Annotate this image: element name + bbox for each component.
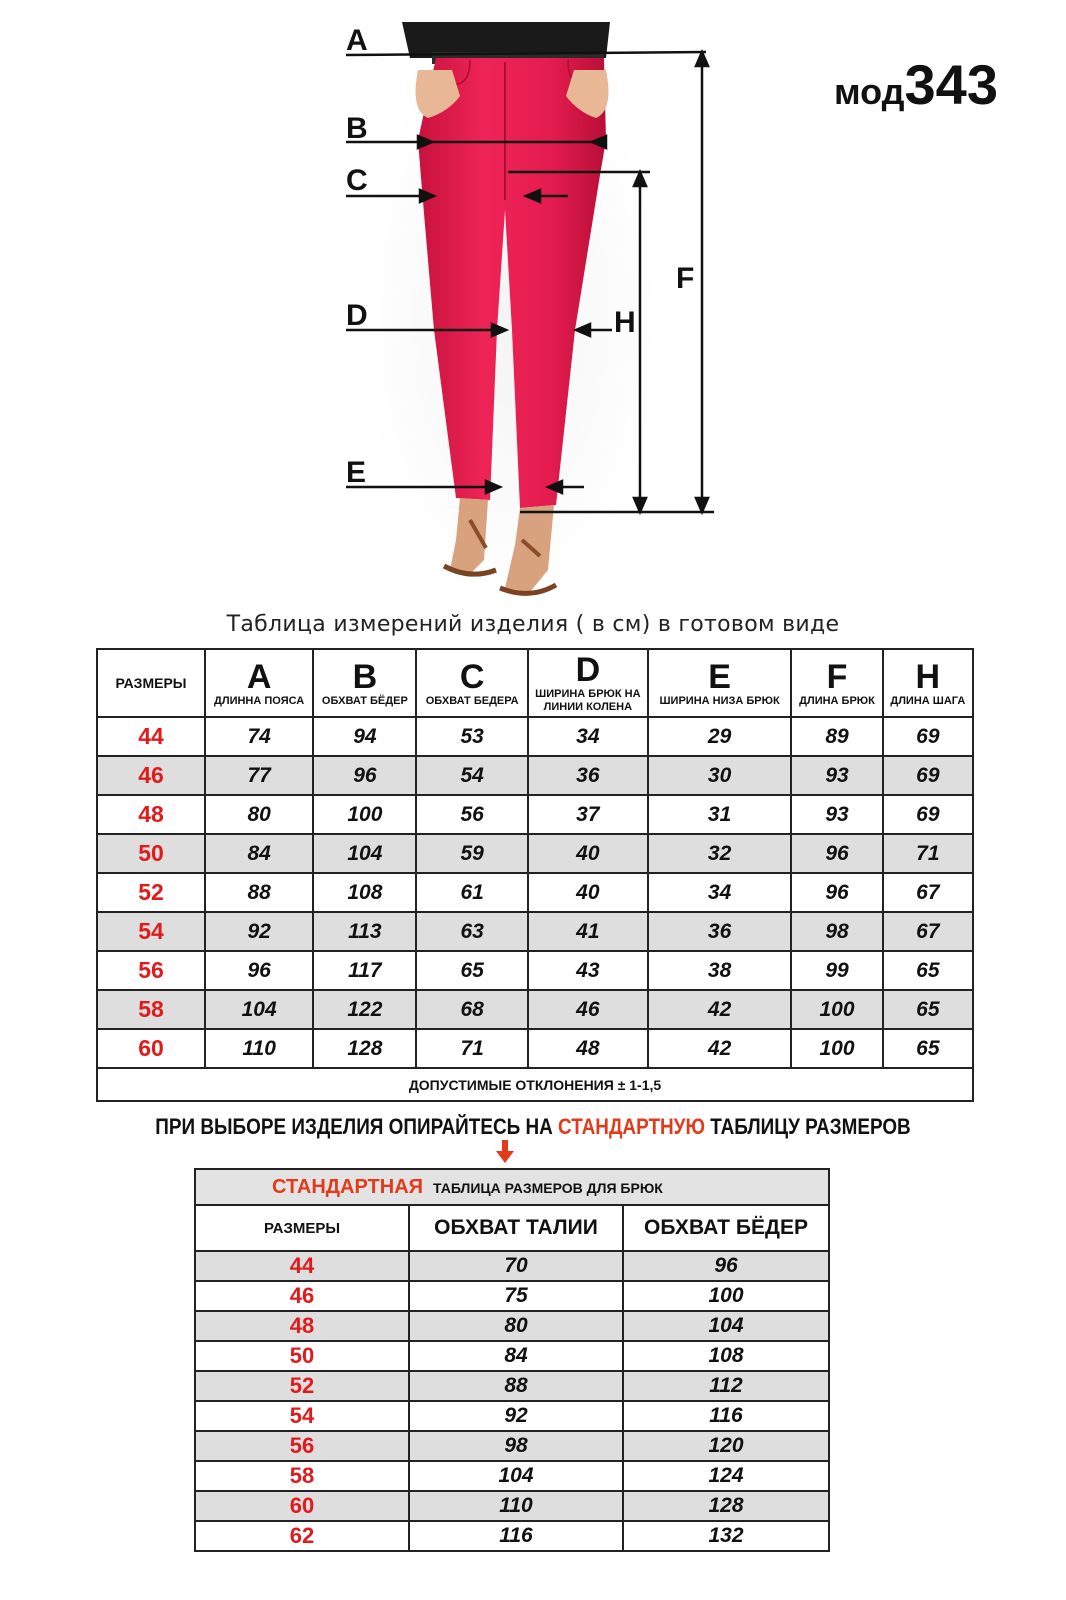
value-cell: 34 [528, 717, 648, 756]
table-row [195, 1251, 829, 1281]
table-row [195, 1371, 829, 1401]
label-f: F [676, 262, 695, 295]
table-row [97, 795, 973, 834]
table-row [195, 1311, 829, 1341]
value-cell: 96 [791, 834, 882, 873]
value-cell: 53 [416, 717, 527, 756]
value-cell: 34 [648, 873, 792, 912]
value-cell: 42 [648, 1029, 792, 1068]
measure-table-caption: Таблица измерений изделия ( в см) в готовом виде [226, 612, 840, 637]
table-row [195, 1461, 829, 1491]
size-cell: 56 [195, 1431, 409, 1461]
value-cell: 117 [313, 951, 416, 990]
column-desc: ДЛИННА ПОЯСА [214, 694, 305, 707]
size-cell: 56 [97, 951, 205, 990]
value-cell: 88 [205, 873, 313, 912]
label-c: C [346, 164, 368, 197]
value-cell: 43 [528, 951, 648, 990]
size-cell: 60 [97, 1029, 205, 1068]
column-letter: F [826, 657, 848, 696]
table-row [195, 1491, 829, 1521]
tolerance-note: ДОПУСТИМЫЕ ОТКЛОНЕНИЯ ± 1-1,5 [97, 1068, 973, 1101]
size-cell: 58 [195, 1461, 409, 1491]
hips-cell: 120 [623, 1431, 829, 1461]
size-cell: 60 [195, 1491, 409, 1521]
model-number [834, 52, 998, 117]
table-row [97, 717, 973, 756]
value-cell: 40 [528, 834, 648, 873]
size-cell: 46 [97, 756, 205, 795]
value-cell: 29 [648, 717, 792, 756]
value-cell: 61 [416, 873, 527, 912]
value-cell: 48 [528, 1029, 648, 1068]
table-row [97, 912, 973, 951]
value-cell: 69 [883, 717, 973, 756]
column-header-h [883, 649, 973, 717]
value-cell: 96 [313, 756, 416, 795]
value-cell: 77 [205, 756, 313, 795]
measure-table-header [97, 649, 973, 717]
table-row [195, 1341, 829, 1371]
hips-cell: 96 [623, 1251, 829, 1281]
value-cell: 71 [416, 1029, 527, 1068]
header-hips: ОБХВАТ БЁДЕР [623, 1205, 829, 1251]
size-cell: 50 [195, 1341, 409, 1371]
hips-cell: 112 [623, 1371, 829, 1401]
column-desc: ДЛИНА БРЮК [799, 694, 875, 707]
label-d: D [346, 299, 368, 332]
table-row [195, 1431, 829, 1461]
model-code: 343 [904, 53, 998, 116]
value-cell: 41 [528, 912, 648, 951]
value-cell: 96 [791, 873, 882, 912]
value-cell: 104 [313, 834, 416, 873]
value-cell: 67 [883, 912, 973, 951]
value-cell: 30 [648, 756, 792, 795]
value-cell: 36 [528, 756, 648, 795]
column-letter: D [575, 651, 601, 689]
standard-title-rest: ТАБЛИЦА РАЗМЕРОВ ДЛЯ БРЮК [433, 1179, 663, 1196]
value-cell: 37 [528, 795, 648, 834]
waist-cell: 98 [409, 1431, 623, 1461]
value-cell: 74 [205, 717, 313, 756]
standard-table-title-row [195, 1169, 829, 1205]
value-cell: 80 [205, 795, 313, 834]
value-cell: 69 [883, 756, 973, 795]
size-cell: 62 [195, 1521, 409, 1551]
value-cell: 68 [416, 990, 527, 1029]
value-cell: 65 [883, 990, 973, 1029]
size-cell: 54 [97, 912, 205, 951]
table-row [97, 873, 973, 912]
column-header-d [528, 649, 648, 717]
label-a: A [346, 24, 368, 57]
value-cell: 65 [883, 951, 973, 990]
header-sizes: РАЗМЕРЫ [195, 1205, 409, 1251]
waist-cell: 104 [409, 1461, 623, 1491]
header-waist: ОБХВАТ ТАЛИИ [409, 1205, 623, 1251]
label-e: E [346, 456, 367, 489]
value-cell: 104 [205, 990, 313, 1029]
advice-before: ПРИ ВЫБОРЕ ИЗДЕЛИЯ ОПИРАЙТЕСЬ НА [155, 1114, 559, 1139]
table-row [97, 834, 973, 873]
size-cell: 54 [195, 1401, 409, 1431]
value-cell: 36 [648, 912, 792, 951]
value-cell: 56 [416, 795, 527, 834]
label-h: H [614, 306, 636, 339]
waist-cell: 70 [409, 1251, 623, 1281]
column-desc: ДЛИНА ШАГА [890, 694, 966, 707]
table-row [97, 951, 973, 990]
column-letter: E [708, 657, 731, 696]
column-header-b [313, 649, 416, 717]
table-row [195, 1521, 829, 1551]
down-arrow-icon [495, 1140, 515, 1164]
column-desc: ОБХВАТ БЁДЕР [321, 694, 408, 707]
column-letter: A [246, 657, 272, 696]
advice-after: ТАБЛИЦУ РАЗМЕРОВ [704, 1114, 911, 1139]
value-cell: 71 [883, 834, 973, 873]
size-cell: 46 [195, 1281, 409, 1311]
column-desc: ШИРИНА НИЗА БРЮК [659, 694, 780, 707]
value-cell: 31 [648, 795, 792, 834]
table-row [97, 990, 973, 1029]
size-cell: 48 [97, 795, 205, 834]
column-desc: ШИРИНА БРЮК НА ЛИНИИ КОЛЕНА [535, 688, 641, 713]
measure-table [96, 648, 974, 1102]
column-header-f [791, 649, 882, 717]
label-b: B [346, 112, 368, 145]
value-cell: 69 [883, 795, 973, 834]
value-cell: 100 [791, 990, 882, 1029]
table-row [195, 1401, 829, 1431]
table-row [97, 756, 973, 795]
column-desc: ОБХВАТ БЕДЕРА [425, 694, 519, 707]
size-cell: 50 [97, 834, 205, 873]
value-cell: 38 [648, 951, 792, 990]
table-row [97, 1029, 973, 1068]
column-letter: H [915, 657, 941, 696]
value-cell: 108 [313, 873, 416, 912]
standard-title-red: СТАНДАРТНАЯ [272, 1175, 424, 1198]
value-cell: 92 [205, 912, 313, 951]
hips-cell: 132 [623, 1521, 829, 1551]
value-cell: 113 [313, 912, 416, 951]
value-cell: 40 [528, 873, 648, 912]
value-cell: 59 [416, 834, 527, 873]
advice-highlight: СТАНДАРТНУЮ [558, 1114, 705, 1139]
size-cell: 44 [195, 1251, 409, 1281]
waist-cell: 75 [409, 1281, 623, 1311]
tolerance-row [97, 1068, 973, 1101]
model-prefix: мод [834, 71, 905, 112]
value-cell: 65 [416, 951, 527, 990]
hips-cell: 124 [623, 1461, 829, 1491]
value-cell: 54 [416, 756, 527, 795]
value-cell: 42 [648, 990, 792, 1029]
value-cell: 128 [313, 1029, 416, 1068]
value-cell: 32 [648, 834, 792, 873]
value-cell: 100 [313, 795, 416, 834]
value-cell: 89 [791, 717, 882, 756]
waist-cell: 80 [409, 1311, 623, 1341]
value-cell: 98 [791, 912, 882, 951]
hips-cell: 128 [623, 1491, 829, 1521]
table-row [195, 1281, 829, 1311]
hips-cell: 104 [623, 1311, 829, 1341]
hips-cell: 100 [623, 1281, 829, 1311]
waist-cell: 88 [409, 1371, 623, 1401]
value-cell: 46 [528, 990, 648, 1029]
value-cell: 122 [313, 990, 416, 1029]
sizes-header: РАЗМЕРЫ [97, 649, 205, 717]
value-cell: 99 [791, 951, 882, 990]
column-header-c [416, 649, 527, 717]
value-cell: 96 [205, 951, 313, 990]
column-header-a [205, 649, 313, 717]
waist-cell: 116 [409, 1521, 623, 1551]
waist-cell: 84 [409, 1341, 623, 1371]
value-cell: 110 [205, 1029, 313, 1068]
column-letter: B [352, 657, 378, 696]
size-cell: 52 [195, 1371, 409, 1401]
advice-text [75, 1114, 992, 1140]
size-cell: 52 [97, 873, 205, 912]
value-cell: 100 [791, 1029, 882, 1068]
standard-table-title [195, 1169, 829, 1205]
value-cell: 84 [205, 834, 313, 873]
value-cell: 93 [791, 756, 882, 795]
hips-cell: 108 [623, 1341, 829, 1371]
size-cell: 44 [97, 717, 205, 756]
size-cell: 58 [97, 990, 205, 1029]
column-header-e [648, 649, 792, 717]
hips-cell: 116 [623, 1401, 829, 1431]
value-cell: 94 [313, 717, 416, 756]
value-cell: 93 [791, 795, 882, 834]
value-cell: 63 [416, 912, 527, 951]
waist-cell: 92 [409, 1401, 623, 1431]
standard-size-table [194, 1168, 830, 1552]
waist-cell: 110 [409, 1491, 623, 1521]
standard-table-header [195, 1205, 829, 1251]
value-cell: 65 [883, 1029, 973, 1068]
column-letter: C [459, 657, 485, 696]
value-cell: 67 [883, 873, 973, 912]
size-cell: 48 [195, 1311, 409, 1341]
